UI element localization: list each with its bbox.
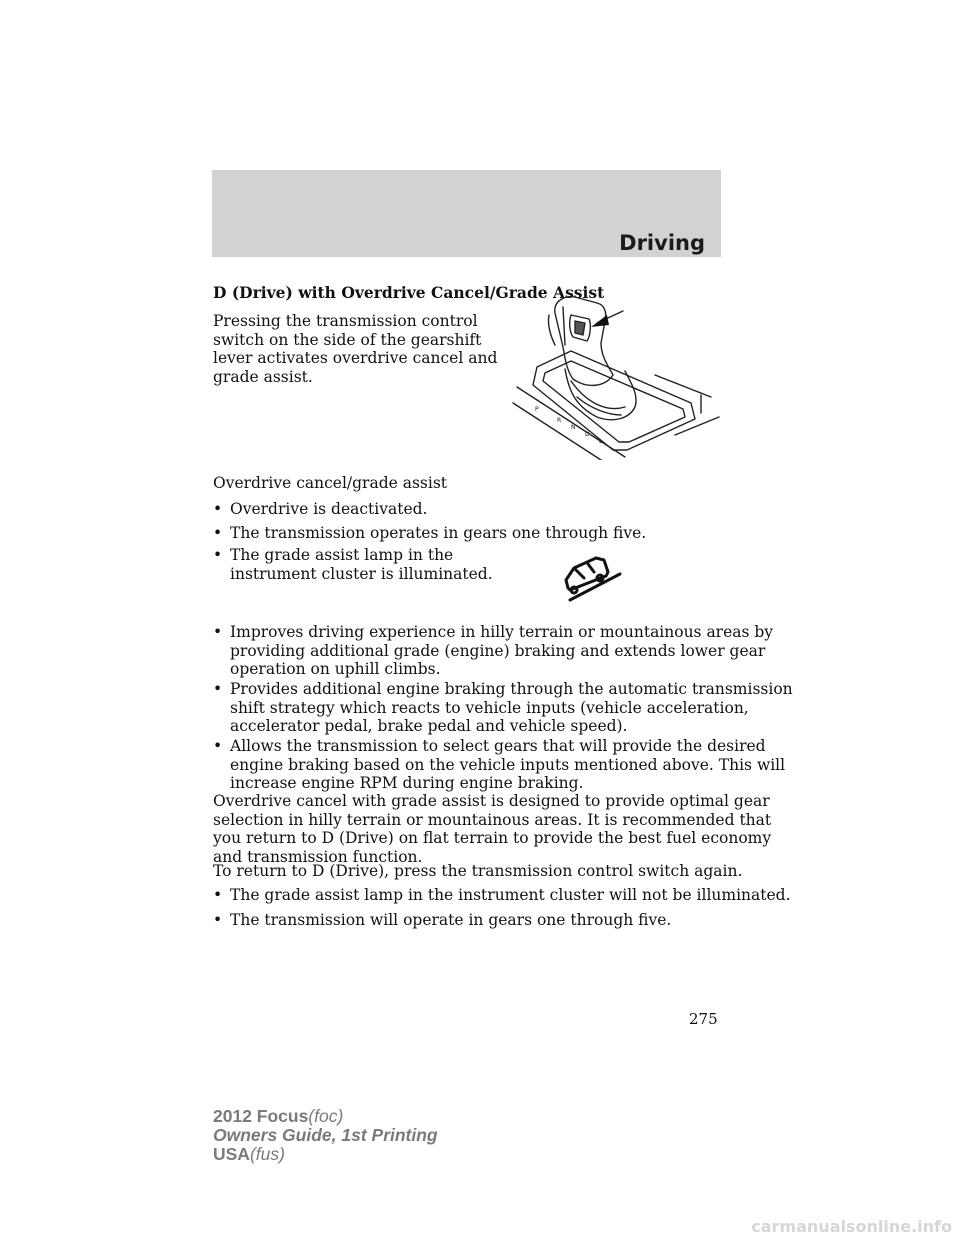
gearshift-illustration <box>505 285 721 460</box>
paragraph-line: Overdrive cancel with grade assist is designed to provide optimal gear <box>213 792 770 810</box>
gear-letter-n: N <box>571 424 576 431</box>
page-number: 275 <box>689 1010 718 1028</box>
intro-line: switch on the side of the gearshift <box>213 330 482 349</box>
bullet-dot: • <box>213 886 223 904</box>
bullet-text: increase engine RPM during engine braking. <box>230 774 584 792</box>
bullet-dot: • <box>213 737 223 755</box>
bullet-dot: • <box>213 680 223 698</box>
paragraph-line: and transmission function. <box>213 847 423 866</box>
intro-line: Pressing the transmission control <box>213 312 478 330</box>
bullet-text: instrument cluster is illuminated. <box>230 564 493 583</box>
bullet-text: providing additional grade (engine) braking and extends lower gear <box>230 641 766 660</box>
footer-model-code: (foc) <box>308 1106 344 1126</box>
gear-letter-l: L <box>599 438 603 445</box>
footer-model: 2012 Focus <box>213 1106 309 1126</box>
bullet-text: engine braking based on the vehicle inputs mentioned above. This will <box>230 755 786 774</box>
bullet-dot: • <box>213 623 223 641</box>
footer-market: USA <box>213 1144 250 1164</box>
grade-assist-lamp-icon <box>560 552 624 604</box>
bullet-text: The transmission operates in gears one through five. <box>230 524 647 542</box>
bullet-text: accelerator pedal, brake pedal and vehicle speed). <box>230 717 628 735</box>
bullet-text: Allows the transmission to select gears that will provide the desired <box>230 737 766 755</box>
paragraph-grade-assist <box>213 792 771 866</box>
bullet-text: Overdrive is deactivated. <box>230 500 428 518</box>
intro-line: lever activates overdrive cancel and <box>213 349 498 367</box>
bullet-text: The transmission will operate in gears one through five. <box>230 911 672 929</box>
footer-market-code: (fus) <box>249 1144 285 1164</box>
subheading: Overdrive cancel/grade assist <box>213 474 448 492</box>
bullet-dot: • <box>213 546 223 564</box>
gear-letter-d: D <box>585 431 590 438</box>
watermark: carmanualsonline.info <box>751 1217 952 1236</box>
bullet-text: operation on uphill climbs. <box>230 660 441 678</box>
bullet-text: Provides additional engine braking through the automatic transmission <box>230 680 793 698</box>
bullet-dot: • <box>213 524 223 542</box>
bullet-text: Improves driving experience in hilly terrain or mountainous areas by <box>230 623 774 641</box>
footer-info <box>213 1107 438 1164</box>
section-title: Driving <box>619 231 705 255</box>
bullet-dot: • <box>213 911 223 929</box>
page-heading: D (Drive) with Overdrive Cancel/Grade Assist <box>213 283 605 302</box>
section-header-band <box>212 170 721 257</box>
bullet-text: The grade assist lamp in the instrument cluster will not be illuminated. <box>230 886 791 904</box>
paragraph-line: selection in hilly terrain or mountainous areas. It is recommended that <box>213 810 772 829</box>
intro-line: grade assist. <box>213 367 313 386</box>
gear-letter-r: R <box>557 417 562 424</box>
paragraph-return: To return to D (Drive), press the transmission control switch again. <box>213 862 743 880</box>
paragraph-line: you return to D (Drive) on flat terrain to provide the best fuel economy <box>213 829 772 847</box>
intro-paragraph <box>213 312 497 386</box>
gear-letter-p: P <box>535 406 539 413</box>
bullet-text: The grade assist lamp in the <box>230 546 454 564</box>
bullet-dot: • <box>213 500 223 518</box>
bullet-text: shift strategy which reacts to vehicle inputs (vehicle acceleration, <box>230 698 749 717</box>
footer-printing: Owners Guide, 1st Printing <box>213 1125 438 1145</box>
